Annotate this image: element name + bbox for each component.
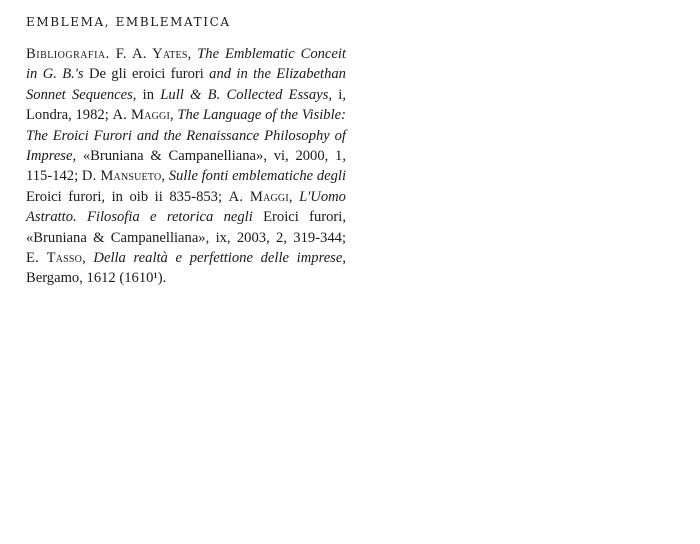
publication-details: , Bergamo, 1612 (1610¹).	[26, 250, 346, 287]
work-title: L'Uomo Astratto. Filosofia e retorica negli	[26, 188, 346, 226]
work-title: Della realtà e perfettione delle imprese	[93, 250, 343, 267]
work-title: and in the Elizabethan Sonnet Sequences	[26, 66, 346, 103]
author-name: A. Maggi	[112, 107, 170, 124]
publication-details: , in oib ii 835-853;	[101, 188, 223, 205]
publication-details: , «Bruniana & Campanelliana», ix, 2003, 2, 319-344;	[26, 209, 346, 246]
bibliography-label: Bibliografia.	[26, 46, 110, 62]
work-title-roman: Eroici furori	[26, 188, 102, 205]
work-title-roman: De gli eroici furori	[88, 66, 204, 83]
collection-title: Lull & B. Collected Essays	[160, 86, 329, 103]
author-name: D. Mansueto	[81, 168, 162, 185]
author-name: F. A. Yates	[115, 46, 188, 62]
bibliography-paragraph: Bibliografia. F. A. Yates, The Emblematic Conceit in G. B.'s De gli eroici furori and in the Elizabethan Sonnet Sequences, in Lull & B. Collected Essays, i, Londra, 1982; A. Maggi, The Language of the Visible: The Eroici Furori and the Renaissance Philosophy of Imprese, «Bruniana & Campanelliana», vi, 2000, 1, 115-142; D. Mansueto, Sulle fonti emblematiche degli Eroici furori, in oib ii 835-853; A. Maggi, L'Uomo Astratto. Filosofia e retorica negli Eroici furori, «Bruniana & Campanelliana», ix, 2003, 2, 319-344; E. Tasso, Della realtà e perfettione delle imprese, Bergamo, 1612 (1610¹).	[26, 46, 346, 287]
running-head: EMBLEMA, EMBLEMATICA	[26, 15, 231, 29]
work-title-roman: Eroici furori	[263, 209, 343, 226]
work-title: The Language of the Visible: The Eroici Furori and the Renaissance Philosophy of Imprese	[26, 107, 346, 165]
in-label: , in	[132, 86, 155, 103]
work-title: The Emblematic Conceit in G. B.'s	[26, 46, 346, 83]
work-title: Sulle fonti emblematiche degli	[168, 168, 346, 185]
publication-details: , «Bruniana & Campanelliana», vi, 2000, 1, 115-142;	[26, 148, 346, 185]
publication-details: , i, Londra, 1982;	[26, 86, 346, 124]
document-page	[26, 14, 346, 289]
author-name: A. Maggi	[228, 188, 289, 205]
author-name: E. Tasso	[26, 250, 83, 267]
